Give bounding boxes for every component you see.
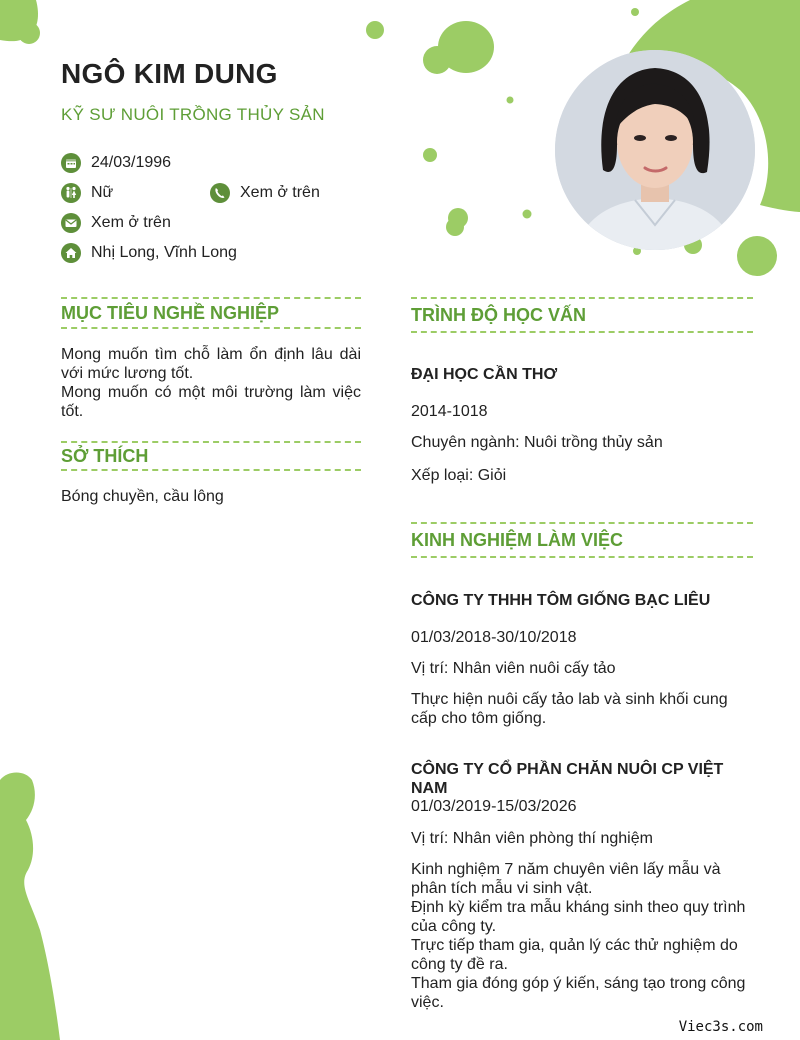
education-grade: Xếp loại: Giỏi [411, 467, 507, 484]
hobbies-text: Bóng chuyền, cầu lông [61, 488, 224, 505]
decor-dot [523, 210, 532, 219]
objective-line: Mong muốn có một môi trường làm việc tốt. [61, 384, 361, 420]
objective-text [61, 345, 361, 421]
hobbies-heading-text: SỞ THÍCH [61, 445, 149, 466]
decor-dot [507, 97, 514, 104]
job-position: Vị trí: Nhân viên nuôi cấy tảo [411, 660, 616, 677]
job-description [411, 690, 753, 728]
decor-dot [366, 21, 384, 39]
decor-dot [423, 46, 451, 74]
education-major: Chuyên ngành: Nuôi trồng thủy sản [411, 434, 663, 451]
mail-icon [61, 213, 81, 233]
watermark: Viec3s.com [678, 1019, 763, 1035]
hobbies-heading [61, 441, 361, 471]
job-period: 01/03/2018-30/10/2018 [411, 629, 577, 646]
decor-dot [631, 8, 639, 16]
calendar-icon [61, 153, 81, 173]
job-company: CÔNG TY CỔ PHẦN CHĂN NUÔI CP VIỆT NAM [411, 761, 724, 797]
decor-blob-bottom-left [0, 773, 60, 1040]
decor-dot [18, 22, 40, 44]
info-phone [210, 183, 320, 203]
objective-heading-text: MỤC TIÊU NGHỀ NGHIỆP [61, 302, 280, 323]
job-description-line: Kinh nghiệm 7 năm chuyên viên lấy mẫu và phân tích mẫu vi sinh vật. [411, 861, 721, 897]
experience-heading [411, 522, 753, 558]
address-text: Nhị Long, Vĩnh Long [91, 244, 237, 261]
education-heading [411, 297, 753, 333]
info-address [61, 243, 237, 263]
dob-text: 24/03/1996 [91, 154, 172, 171]
job-company: CÔNG TY THHH TÔM GIỐNG BẠC LIÊU [411, 592, 711, 609]
gender-icon [61, 183, 81, 203]
decor-dot [737, 236, 777, 276]
email-text: Xem ở trên [91, 214, 171, 231]
job-description-line: Định kỳ kiểm tra mẫu kháng sinh theo quy trình của công ty. [411, 899, 746, 935]
gender-text: Nữ [91, 184, 114, 201]
job-description-line: Tham gia đóng góp ý kiến, sáng tạo trong công việc. [411, 975, 746, 1011]
info-dob [61, 153, 171, 173]
job-description [411, 860, 753, 1012]
job-title: KỸ SƯ NUÔI TRỒNG THỦY SẢN [61, 105, 325, 124]
decor-dot [446, 218, 464, 236]
info-gender [61, 183, 113, 203]
candidate-name: NGÔ KIM DUNG [61, 58, 278, 89]
phone-icon [210, 183, 230, 203]
education-heading-text: TRÌNH ĐỘ HỌC VẤN [411, 304, 586, 325]
job-description-line: Trực tiếp tham gia, quản lý các thử nghiệm do công ty đề ra. [411, 937, 738, 973]
objective-heading [61, 297, 361, 329]
job-description-line: Thực hiện nuôi cấy tảo lab và sinh khối cung cấp cho tôm giống. [411, 691, 728, 727]
education-period: 2014-1018 [411, 403, 488, 420]
experience-heading-text: KINH NGHIỆM LÀM VIỆC [411, 529, 624, 550]
decor-dot [423, 148, 437, 162]
job-position: Vị trí: Nhân viên phòng thí nghiệm [411, 830, 653, 847]
phone-text: Xem ở trên [240, 184, 320, 201]
profile-photo [555, 50, 755, 250]
info-email [61, 213, 171, 233]
objective-line: Mong muốn tìm chỗ làm ổn định lâu dài với mức lương tốt. [61, 346, 361, 382]
home-icon [61, 243, 81, 263]
job-period: 01/03/2019-15/03/2026 [411, 798, 577, 815]
education-school: ĐẠI HỌC CẦN THƠ [411, 366, 558, 383]
